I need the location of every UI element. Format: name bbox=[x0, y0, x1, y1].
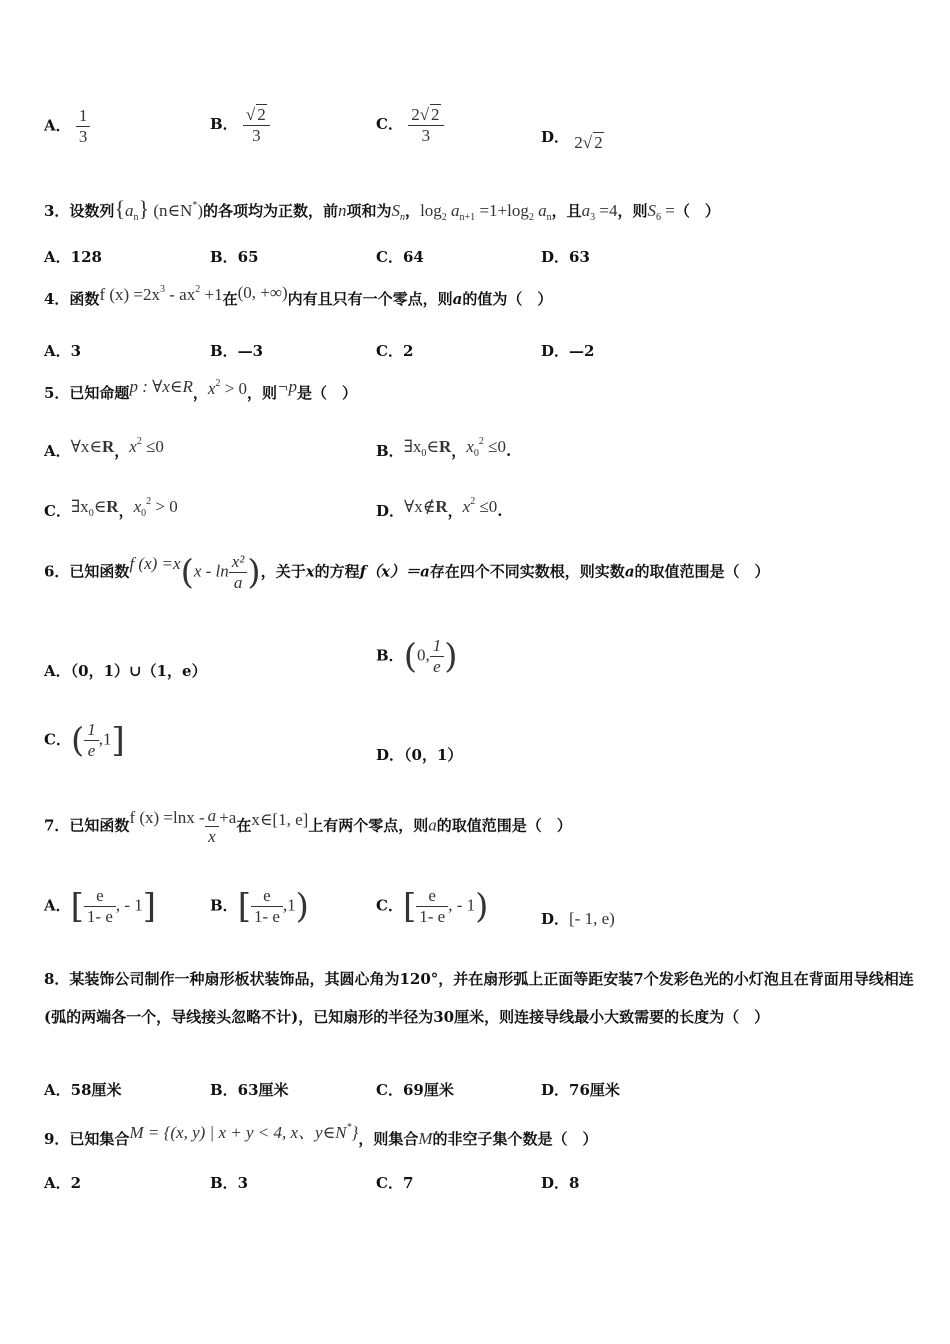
q3-option-b[interactable]: B．65 bbox=[210, 248, 259, 266]
q8-stem: 8．某装饰公司制作一种扇形板状装饰品，其圆心角为120°，并在扇形弧上正面等距安装7个发彩色光的小灯泡且在背面用导线相连(弧的两端各一个，导线接头忽略不计)，已知扇形的半径为30厘米，则连接导线最小大致需要的长度为（ ） bbox=[44, 970, 914, 1026]
q3-log-equation: $\log_2 a_{n+1} =1+\log_2$ $a_n$ bbox=[420, 201, 552, 223]
q2-option-a[interactable] bbox=[44, 106, 90, 147]
q4-function: f $(x) =2x^3 - ax^2 +1$ bbox=[99, 284, 223, 304]
q8-option-c[interactable]: C．69厘米 bbox=[376, 1081, 454, 1099]
q2-a-label: A． bbox=[44, 116, 71, 135]
q4-option-a[interactable]: A．3 bbox=[44, 342, 82, 360]
q5-stem: 5．已知命题p : ∀x∈R，$x^2 > 0$，则¬p是（ ） bbox=[44, 377, 358, 402]
q2-d-label: D． bbox=[541, 128, 570, 146]
q3-stem: 3．设数列$\{a_n\}$ (n∈N*)的各项均为正数，前n项和为$S_n$，$\log_2 a_{n+1} =1+\log_2$ $a_n$，且$a_3 =4$，则$S_6$ =（ ） bbox=[44, 196, 720, 223]
q7-option-c[interactable]: C．[ $\frac{e}{1- e}$ , - 1) bbox=[376, 886, 489, 927]
q9-set: M = {(x, y) | x + y < 4, x、y∈N*} bbox=[129, 1122, 359, 1142]
q4-stem: 4．函数f $(x) =2x^3 - ax^2 +1$在(0, +∞)内有且只有一个零点，则a的值为（ ） bbox=[44, 283, 553, 308]
q8-option-b[interactable]: B．63厘米 bbox=[210, 1081, 289, 1099]
q6-fraction: $\frac{\text{x²}}{a}$ bbox=[229, 552, 248, 593]
q4-option-c[interactable]: C．2 bbox=[376, 342, 414, 360]
q5-option-c[interactable]: C．$\exists x_0\in R$，$x_0^2 > 0$ bbox=[44, 496, 178, 520]
q7-option-a[interactable]: A．[ $\frac{e}{1- e}$ , - 1] bbox=[44, 886, 157, 927]
q2-b-label: B． bbox=[210, 115, 238, 133]
q2-c-label: C． bbox=[376, 115, 403, 133]
q8-option-a[interactable]: A．58厘米 bbox=[44, 1081, 122, 1099]
q7-option-b[interactable]: B．[ $\frac{e}{1- e}$ ,1) bbox=[210, 886, 309, 927]
q6-option-b[interactable]: B．(0, $\frac{1}{e}$ ) bbox=[376, 636, 458, 677]
q5-option-a[interactable]: A．∀x∈R，$x^2 \le 0$ bbox=[44, 436, 164, 460]
q3-option-c[interactable]: C．64 bbox=[376, 248, 424, 266]
q3-option-a[interactable]: A．128 bbox=[44, 248, 102, 266]
q9-option-b[interactable]: B．3 bbox=[210, 1174, 249, 1192]
q2-d-math: 2√ 2 bbox=[574, 133, 603, 152]
q5-option-d[interactable]: D．∀x∉R，$x^2 \le 0$. bbox=[376, 496, 503, 520]
q9-option-a[interactable]: A．2 bbox=[44, 1174, 82, 1192]
q2-option-b[interactable] bbox=[210, 104, 270, 146]
q3-seq: $\{a_n\}$ (n∈N*) bbox=[114, 196, 204, 223]
q4-option-d[interactable]: D．—2 bbox=[541, 342, 595, 360]
q6-option-d[interactable]: D．（0，1） bbox=[376, 746, 463, 764]
q5-option-b[interactable]: B．$\exists x_0\in R$，$x_0^2 \le 0$. bbox=[376, 436, 512, 460]
q6-option-c[interactable]: C．( $\frac{1}{e}$ ,1] bbox=[44, 720, 125, 761]
q2-a-fraction: $\frac{1}{3}$ bbox=[76, 106, 91, 147]
q2-option-c[interactable] bbox=[376, 104, 444, 146]
q8-option-d[interactable]: D．76厘米 bbox=[541, 1081, 620, 1099]
q6-option-a[interactable]: A．（0，1）∪（1，e） bbox=[44, 662, 207, 680]
q9-stem: 9．已知集合M = {(x, y) | x + y < 4, x、y∈N*}，则集合M的非空子集个数是（ ） bbox=[44, 1122, 598, 1148]
q6-stem: 6．已知函数f (x) =x(x - ln $\frac{\text{x²}}{a}$ )，关于x的方程f（x）＝a存在四个不同实数根，则实数a的取值范围是（ ） bbox=[44, 552, 770, 593]
q2-c-fraction: $\frac{2√ 2}{3}$ bbox=[408, 104, 443, 146]
q9-option-d[interactable]: D．8 bbox=[541, 1174, 580, 1192]
q3-option-d[interactable]: D．63 bbox=[541, 248, 590, 266]
q7-option-d[interactable]: D．[- 1, e) bbox=[541, 909, 615, 928]
q7-stem: 7．已知函数f (x) =lnx - $\frac{a}{x}$ +a在x∈[1, e]上有两个零点，则a的取值范围是（ ） bbox=[44, 806, 572, 846]
q7-fraction: $\frac{a}{x}$ bbox=[205, 806, 220, 847]
q2-option-d[interactable] bbox=[541, 126, 604, 152]
q4-option-b[interactable]: B．—3 bbox=[210, 342, 264, 360]
q9-option-c[interactable]: C．7 bbox=[376, 1174, 414, 1192]
q2-b-fraction: $\frac{√ 2}{3}$ bbox=[243, 104, 270, 146]
